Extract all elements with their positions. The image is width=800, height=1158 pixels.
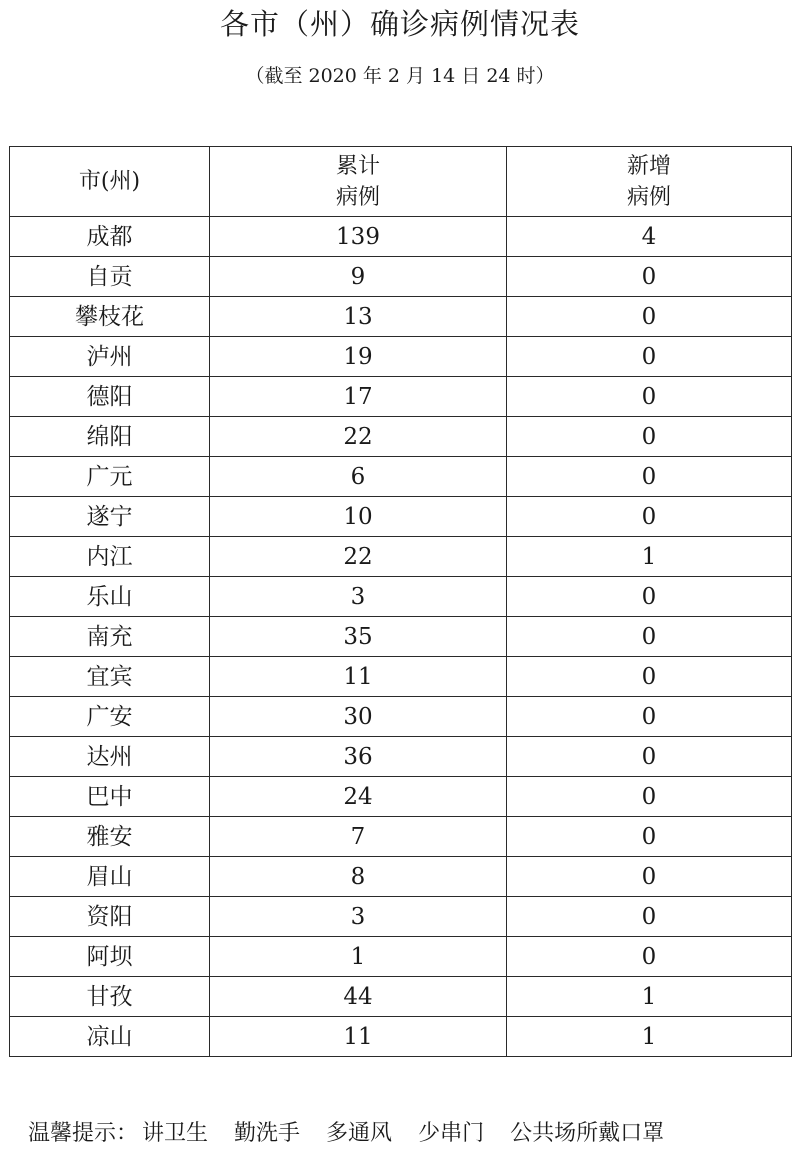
page-title: 各市（州）确诊病例情况表 [219,7,580,41]
cell-new: 1 [507,537,792,577]
cell-city: 雅安 [10,817,210,857]
cell-new: 0 [507,377,792,417]
cell-new: 1 [507,977,792,1017]
table-row [10,817,792,857]
table-row [10,857,792,897]
table-row [10,577,792,617]
table-row [10,377,792,417]
cell-city: 遂宁 [10,497,210,537]
footer-tip-label: 温馨提示： [28,1121,139,1146]
cell-new: 0 [507,897,792,937]
header-cumulative-line-1: 累计 [335,153,380,179]
cell-cumulative: 3 [210,577,507,617]
header-new-line-2: 病例 [626,184,671,210]
cell-city: 内江 [10,537,210,577]
table-row [10,737,792,777]
cell-new: 0 [507,737,792,777]
cell-cumulative: 9 [210,257,507,297]
table-row [10,257,792,297]
cell-new: 1 [507,1017,792,1057]
table-row [10,617,792,657]
cell-city: 成都 [10,217,210,257]
cell-new: 0 [507,697,792,737]
cell-cumulative: 13 [210,297,507,337]
cell-cumulative: 30 [210,697,507,737]
cell-new: 0 [507,417,792,457]
cell-cumulative: 17 [210,377,507,417]
cell-new: 0 [507,257,792,297]
header-cumulative-line-2: 病例 [335,184,380,210]
cell-city: 宜宾 [10,657,210,697]
table-row [10,457,792,497]
table-row [10,217,792,257]
table-row [10,657,792,697]
cell-city: 泸州 [10,337,210,377]
cell-city: 广安 [10,697,210,737]
cell-new: 0 [507,937,792,977]
table-row [10,897,792,937]
table-row [10,537,792,577]
cell-cumulative: 36 [210,737,507,777]
cell-cumulative: 7 [210,817,507,857]
cell-city: 自贡 [10,257,210,297]
cell-city: 乐山 [10,577,210,617]
footer-tip: 少串门 [418,1121,485,1146]
table-header-row [10,147,792,217]
cell-city: 巴中 [10,777,210,817]
table-row [10,697,792,737]
confirmed-cases-table [9,146,792,1057]
cell-cumulative: 19 [210,337,507,377]
cell-new: 0 [507,497,792,537]
cell-city: 德阳 [10,377,210,417]
cell-cumulative: 10 [210,497,507,537]
cell-new: 0 [507,337,792,377]
cell-new: 4 [507,217,792,257]
cell-new: 0 [507,297,792,337]
footer-tips [28,1118,788,1150]
cell-new: 0 [507,817,792,857]
cell-city: 绵阳 [10,417,210,457]
header-new-line-1: 新增 [626,153,671,179]
cell-city: 甘孜 [10,977,210,1017]
cell-city: 达州 [10,737,210,777]
table-row [10,337,792,377]
table-row [10,1017,792,1057]
cell-cumulative: 1 [210,937,507,977]
table-row [10,497,792,537]
cell-cumulative: 44 [210,977,507,1017]
table-body [10,217,792,1057]
footer-tip: 讲卫生 [142,1121,209,1146]
header-cumulative [210,147,507,217]
cell-city: 资阳 [10,897,210,937]
cell-city: 攀枝花 [10,297,210,337]
cell-city: 南充 [10,617,210,657]
cell-cumulative: 24 [210,777,507,817]
table-row [10,937,792,977]
cell-new: 0 [507,857,792,897]
cell-cumulative: 35 [210,617,507,657]
cell-cumulative: 8 [210,857,507,897]
header-city-line: 市(州) [78,169,141,194]
cell-city: 阿坝 [10,937,210,977]
table-row [10,777,792,817]
cell-new: 0 [507,617,792,657]
page-subtitle: （截至 2020 年 2 月 14 日 24 时） [245,65,555,87]
table-row [10,977,792,1017]
cell-cumulative: 6 [210,457,507,497]
table-row [10,297,792,337]
cell-city: 广元 [10,457,210,497]
cell-new: 0 [507,777,792,817]
footer-tip: 多通风 [326,1121,393,1146]
table-row [10,417,792,457]
header-new [507,147,792,217]
cell-cumulative: 11 [210,657,507,697]
cell-city: 眉山 [10,857,210,897]
cell-cumulative: 22 [210,417,507,457]
footer-tip: 勤洗手 [234,1121,301,1146]
footer-tip: 公共场所戴口罩 [510,1121,665,1146]
cell-cumulative: 11 [210,1017,507,1057]
cell-cumulative: 22 [210,537,507,577]
cell-city: 凉山 [10,1017,210,1057]
cell-cumulative: 3 [210,897,507,937]
cell-new: 0 [507,577,792,617]
header-city [10,147,210,217]
cell-cumulative: 139 [210,217,507,257]
cell-new: 0 [507,657,792,697]
cell-new: 0 [507,457,792,497]
